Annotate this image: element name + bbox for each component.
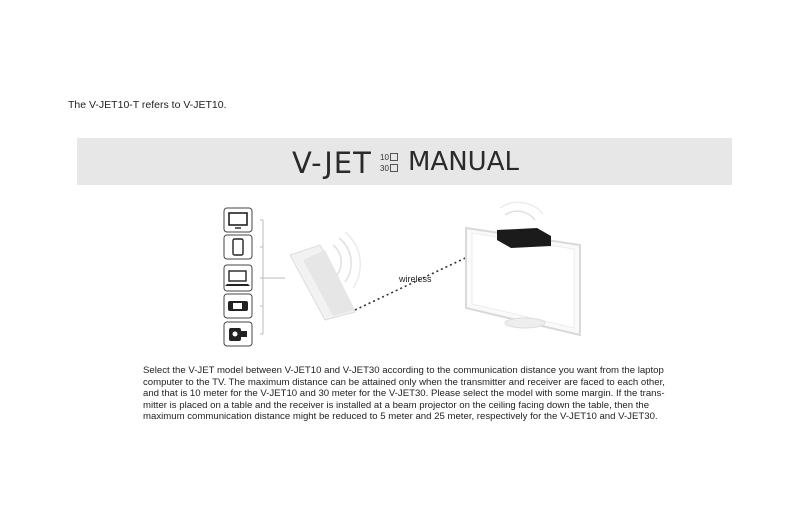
model-10-label: 10	[380, 153, 389, 162]
smartphone-icon	[224, 235, 252, 259]
checkbox-icon	[390, 164, 398, 172]
manual-title: MANUAL	[408, 147, 519, 177]
description-line: maximum communication distance might be reduced to 5 meter and 25 meter, respectively for the V-JET10 and V-JET30.	[143, 411, 658, 422]
transmitter-device	[290, 232, 360, 320]
model-options	[380, 152, 398, 174]
description-line: mitter is placed on a table and the receiver is installed at a beam projector on the ceiling facing down the table, then the	[143, 399, 650, 411]
note-text: The V-JET10-T refers to V-JET10.	[68, 99, 227, 111]
description-paragraph	[143, 365, 673, 423]
brand-title: V-JET	[292, 146, 372, 180]
tv-receiver	[466, 202, 580, 335]
laptop-icon	[224, 265, 252, 291]
checkbox-icon	[390, 153, 398, 161]
manual-banner	[77, 138, 732, 185]
game-console-icon	[224, 294, 252, 318]
model-30-label: 30	[380, 164, 389, 173]
description-line: and that is 10 meter for the V-JET10 and 30 meter for the V-JET30. Please select the model with some margin. If the trans-	[143, 388, 665, 399]
description-line: Select the V-JET model between V-JET10 and V-JET30 according to the communication distance you want from the laptop	[143, 365, 664, 376]
camcorder-icon	[224, 322, 252, 346]
monitor-icon	[224, 208, 252, 232]
description-line: computer to the TV. The maximum distance can be attained only when the transmitter and receiver are faced to each other,	[143, 376, 665, 388]
wireless-label: wireless	[399, 274, 432, 284]
